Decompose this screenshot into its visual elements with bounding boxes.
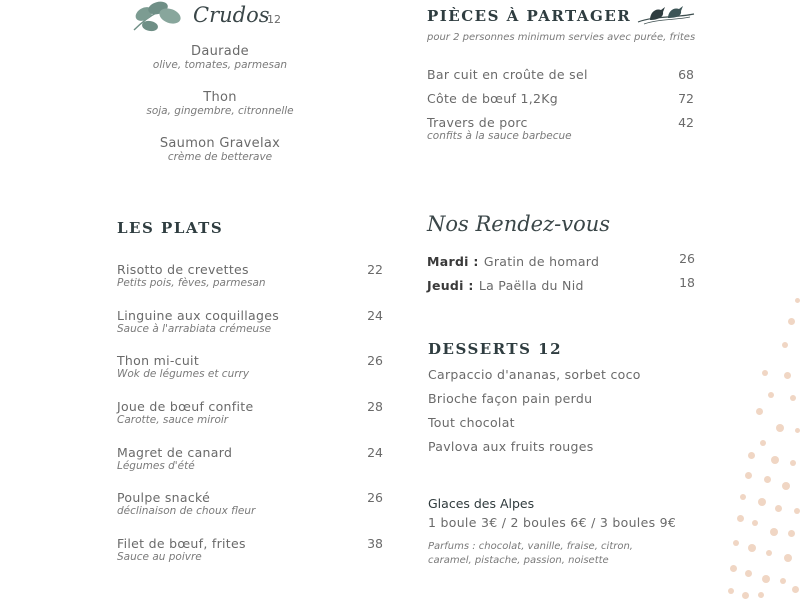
item-name: Bar cuit en croûte de sel [427,67,588,82]
item-name: Magret de canard [117,445,233,460]
decorative-dot [782,482,790,490]
decorative-dot [758,592,764,598]
glaces-parfums-line1: Parfums : chocolat, vanille, fraise, citron, [428,541,633,552]
item-name: Filet de bœuf, frites [117,536,246,551]
item-day: Mardi : [427,254,479,269]
item-desc: déclinaison de choux fleur [117,505,256,517]
decorative-dot [745,472,752,479]
dessert-item: Tout chocolat [428,415,515,430]
item-price: 24 [367,308,383,323]
decorative-dot [733,540,739,546]
crudos-price: 12 [267,13,281,26]
decorative-dot [766,550,772,556]
decorative-dot [728,588,734,594]
item-desc: Sauce à l'arrabiata crémeuse [117,323,272,335]
decorative-dot [795,428,800,433]
crudos-item [110,90,330,117]
item-name: Daurade [191,44,249,59]
item-name: Risotto de crevettes [117,262,249,277]
item-price: 42 [678,115,694,130]
item-desc: Carotte, sauce miroir [117,414,229,426]
menu-item [117,262,383,289]
item-name: Travers de porc [427,115,528,130]
item-price: 18 [679,275,695,290]
item-price: 68 [678,67,694,82]
decorative-dot [762,370,768,376]
rendezvous-item [427,251,695,270]
decorative-dot [748,544,756,552]
decorative-dot [784,554,792,562]
decorative-dot [784,372,791,379]
item-price: 22 [367,262,383,277]
item-name: Saumon Gravelax [159,136,281,151]
decorative-dot [762,575,770,583]
decorative-dot [776,424,784,432]
decorative-dot [790,395,796,401]
item-desc: Légumes d'été [117,460,195,472]
dessert-item: Pavlova aux fruits rouges [428,439,594,454]
menu-item [117,490,383,517]
pieces-subtitle: pour 2 personnes minimum servies avec purée, frites [427,32,696,43]
plats-title: LES PLATS [117,219,224,237]
item-price: 26 [367,490,383,505]
leaf-icon [128,0,184,34]
menu-item [117,399,383,426]
decorative-dot [768,392,774,398]
item-price: 26 [679,251,695,266]
glaces-title: Glaces des Alpes [428,496,535,511]
item-desc: confits à la sauce barbecue [427,130,572,142]
desserts-title: DESSERTS 12 [428,340,563,358]
decorative-dot [756,408,763,415]
item-desc: Petits pois, fèves, parmesan [117,277,266,289]
decorative-dot [740,494,746,500]
decorative-dot [764,476,771,483]
decorative-dot [771,456,779,464]
decorative-dot [780,578,786,584]
item-name: Joue de bœuf confite [117,399,254,414]
menu-item [117,445,383,472]
decorative-dot [794,508,800,514]
item-name: Linguine aux coquillages [117,308,280,323]
decorative-dot [758,498,766,506]
item-day: Jeudi : [427,278,474,293]
item-name: Poulpe snacké [117,490,211,505]
decorative-dot [760,440,766,446]
decorative-dot [737,515,744,522]
item-name: La Paëlla du Nid [478,278,584,293]
decorative-dot [792,586,799,593]
item-desc: crème de betterave [167,151,273,163]
dessert-item: Carpaccio d'ananas, sorbet coco [428,367,641,382]
dessert-item: Brioche façon pain perdu [428,391,593,406]
decorative-dot [795,298,800,303]
item-name: Thon [203,90,237,105]
crudos-item [110,44,330,71]
menu-item [427,67,694,82]
rendezvous-item [427,275,695,294]
item-price: 72 [678,91,694,106]
item-name: Thon mi-cuit [117,353,200,368]
menu-item [117,308,383,335]
item-price: 38 [367,536,383,551]
item-desc: Wok de légumes et curry [117,368,250,380]
glaces-parfums-line2: caramel, pistache, passion, noisette [428,555,609,566]
glaces-prices: 1 boule 3€ / 2 boules 6€ / 3 boules 9€ [428,515,677,530]
item-desc: olive, tomates, parmesan [152,59,288,71]
decorative-dot [745,570,752,577]
item-name: Côte de bœuf 1,2Kg [427,91,558,106]
rendezvous-title: Nos Rendez-vous [427,212,611,236]
menu-item [427,91,694,106]
decorative-dot [730,565,737,572]
pieces-title: PIÈCES À PARTAGER [427,7,632,25]
menu-item [427,115,694,142]
item-price: 26 [367,353,383,368]
menu-item [117,536,383,563]
decorative-dot [788,530,795,537]
decorative-dot [742,592,749,599]
item-desc: Sauce au poivre [117,551,202,563]
decorative-dot [790,460,796,466]
menu-item [117,353,383,380]
item-price: 28 [367,399,383,414]
decorative-dot [748,452,755,459]
decorative-dot [752,520,758,526]
birds-nest-icon [636,2,696,26]
crudos-item [110,136,330,163]
item-name: Gratin de homard [483,254,600,269]
decorative-dot [788,318,795,325]
decorative-dot [770,528,778,536]
decorative-dot [775,505,782,512]
item-desc: soja, gingembre, citronnelle [146,105,294,117]
item-price: 24 [367,445,383,460]
decorative-dot [782,342,788,348]
crudos-title: Crudos [193,3,270,27]
